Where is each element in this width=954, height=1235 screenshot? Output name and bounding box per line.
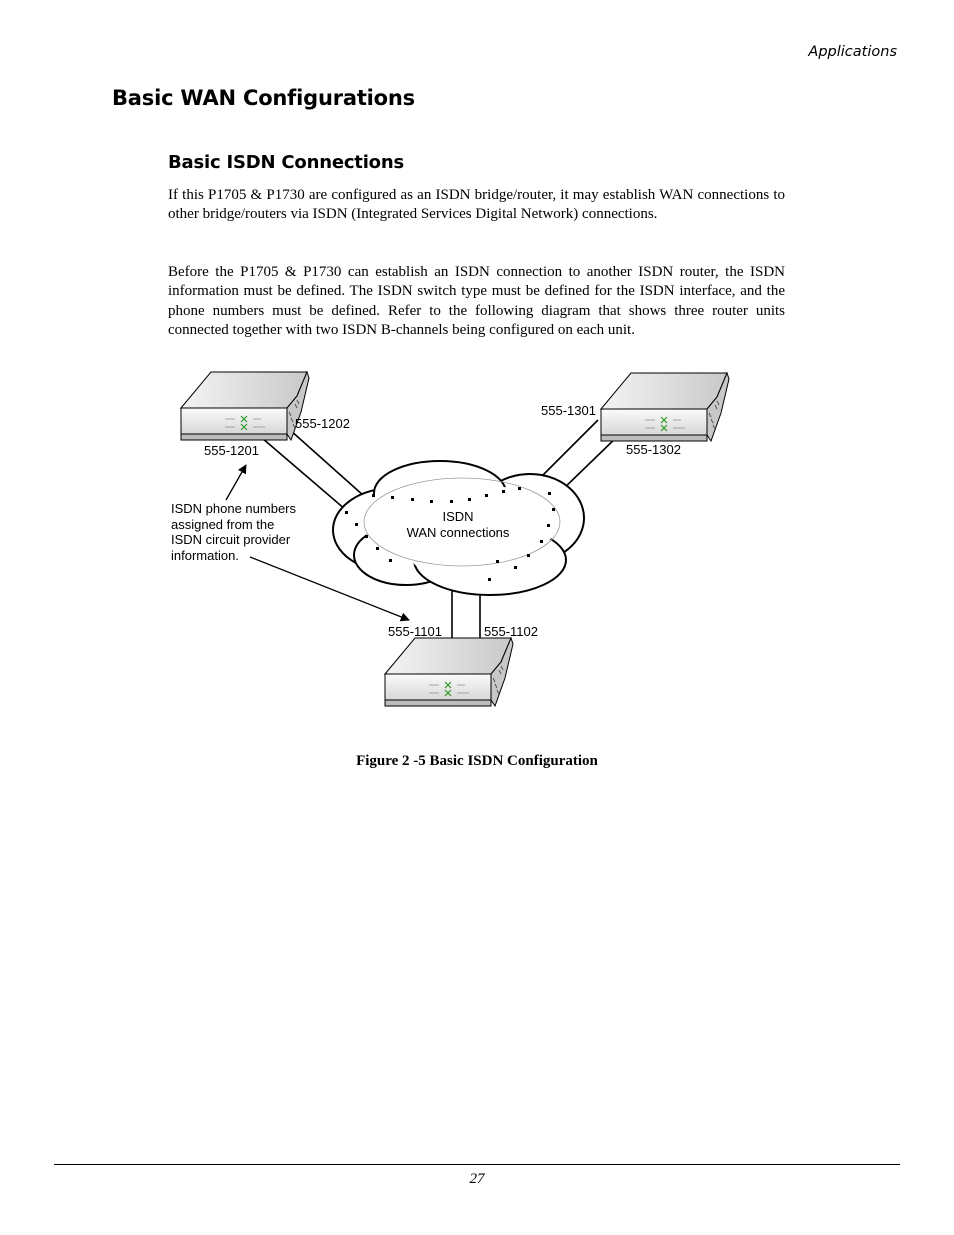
number-555-1301: 555-1301 (541, 403, 596, 418)
router-top-right (601, 373, 729, 441)
cloud-label-line1: ISDN (442, 509, 474, 524)
note-line-2: assigned from the (171, 517, 275, 532)
cloud-label-line2: WAN connections (406, 525, 510, 540)
router-top-left (181, 372, 309, 440)
number-555-1102: 555-1102 (484, 624, 538, 639)
page-number: 27 (469, 1171, 485, 1187)
number-555-1302: 555-1302 (626, 442, 681, 457)
note-line-1: ISDN phone numbers (171, 501, 297, 516)
section-title: Basic WAN Configurations (112, 86, 415, 110)
number-555-1101: 555-1101 (388, 624, 442, 639)
note-line-3: ISDN circuit provider (171, 532, 291, 547)
router-bottom (385, 638, 513, 706)
running-head: Applications (808, 44, 897, 60)
figure-caption: Figure 2 -5 Basic ISDN Configuration (356, 753, 598, 769)
note-line-4: information. (171, 548, 239, 563)
number-555-1201: 555-1201 (204, 443, 259, 458)
footer-rule (54, 1164, 900, 1165)
detail-paragraph: Before the P1705 & P1730 can establish an ISDN connection to another ISDN router, the ISDN information must be defined. The ISDN switch type must be defined for the ISDN interface, and the phone numbers must be defined. Refer to the following diagram that shows three router units connected together with two ISDN B-channels being configured on each unit. (168, 264, 785, 338)
number-555-1202: 555-1202 (295, 416, 350, 431)
intro-paragraph: If this P1705 & P1730 are configured as an ISDN bridge/router, it may establish WAN connections to other bridge/routers via ISDN (Integrated Services Digital Network) connections. (168, 187, 785, 223)
arrow-to-555-1201 (226, 465, 246, 500)
subsection-title: Basic ISDN Connections (168, 152, 404, 173)
